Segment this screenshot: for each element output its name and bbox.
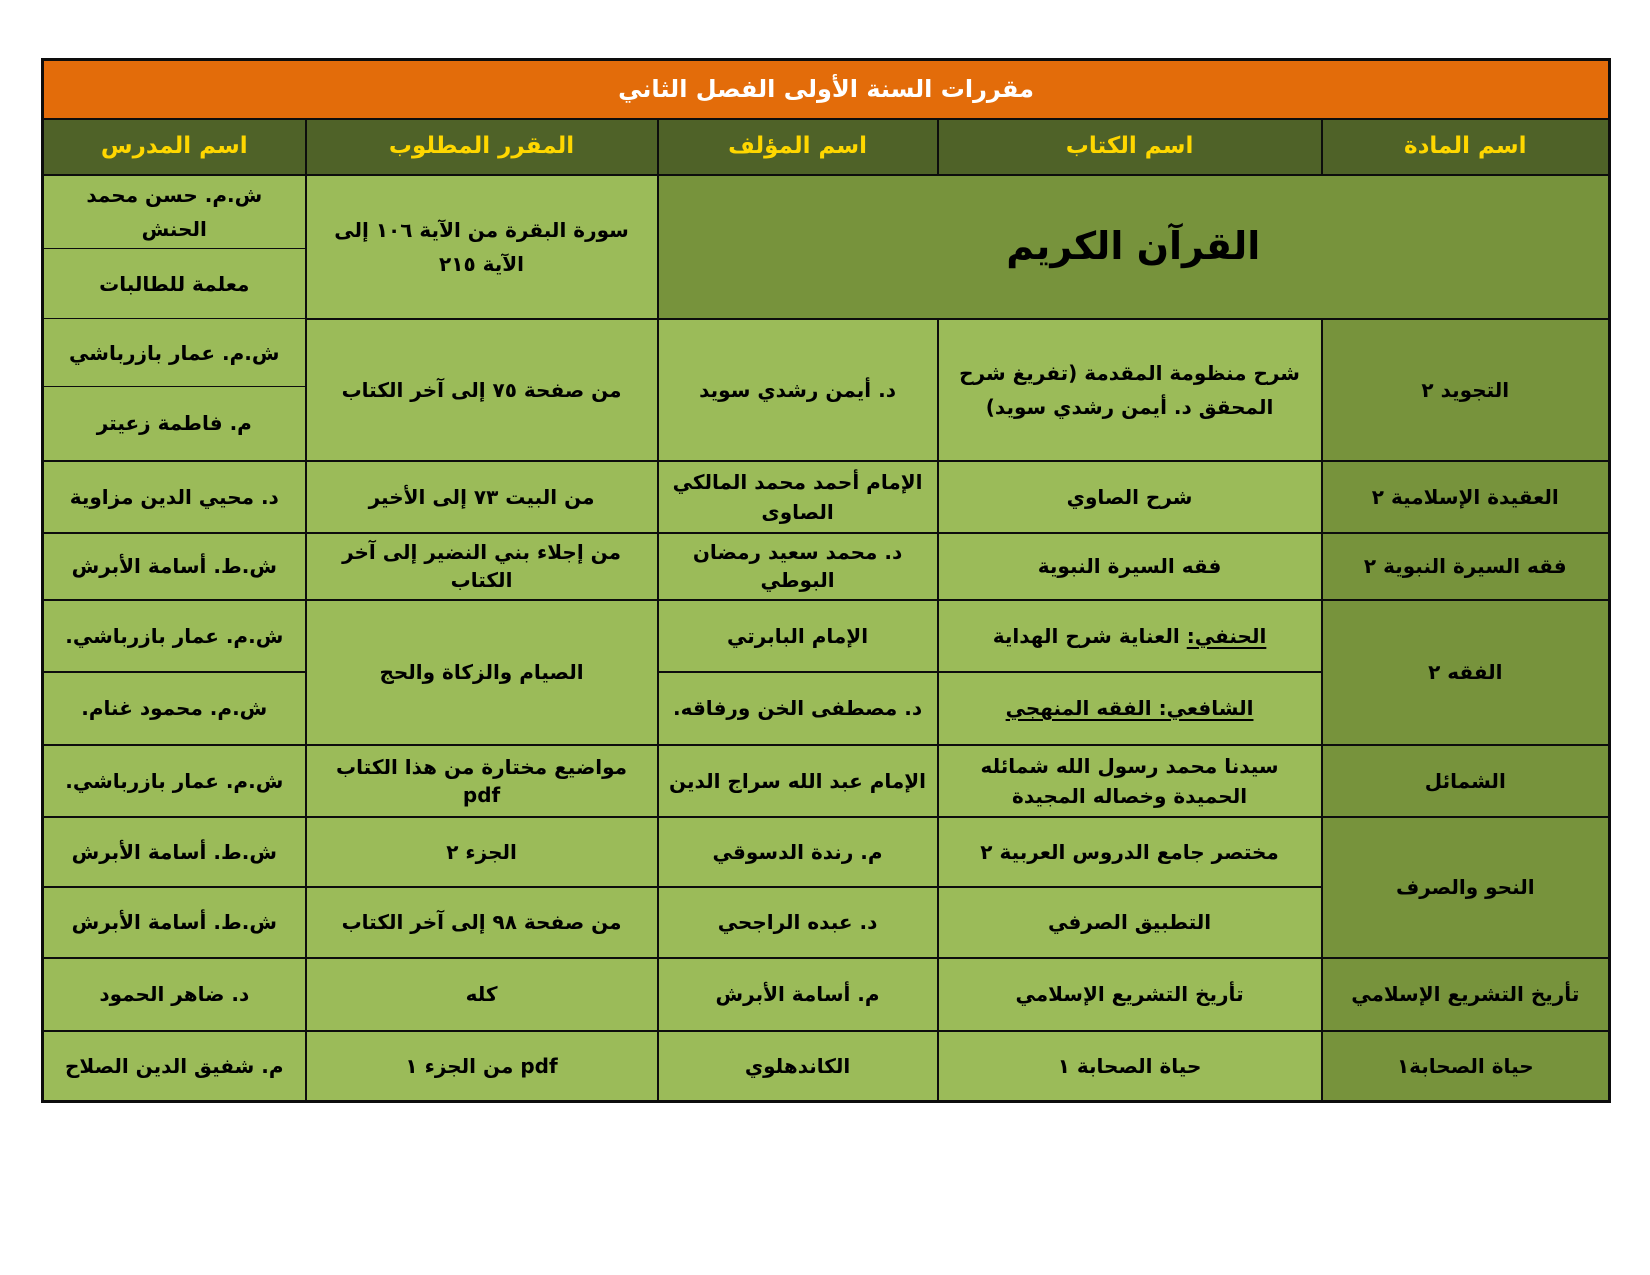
author-cell-aqeedah: الإمام أحمد محمد المالكي الصاوى [658,461,938,533]
author-cell-seerah: د. محمد سعيد رمضان البوطي [658,533,938,600]
teacher-cell-nahw-1: ش.ط. أسامة الأبرش [43,817,306,887]
book-cell-seerah: فقه السيرة النبوية [938,533,1322,600]
book-cell-fiqh-shafii [938,672,1322,745]
book-cell-shamail: سيدنا محمد رسول الله شمائله الحميدة وخصاله المجيدة [938,745,1322,817]
curriculum-cell-aqeedah: من البيت ٧٣ إلى الأخير [306,461,658,533]
row-seerah [43,533,1610,600]
header-row [43,119,1610,175]
subject-cell-seerah: فقه السيرة النبوية ٢ [1322,533,1610,600]
author-cell-nahw-2: د. عبده الراجحي [658,887,938,958]
row-nahw-a [43,817,1610,887]
col-header-book: اسم الكتاب [938,119,1322,175]
book-cell-tajweed: شرح منظومة المقدمة (تفريغ شرح المحقق د. أيمن رشدي سويد) [938,319,1322,461]
book-cell-sahaba: حياة الصحابة ١ [938,1031,1322,1102]
row-aqeedah [43,461,1610,533]
shafii-book-title: الشافعي: الفقه المنهجي [1005,696,1254,720]
author-cell-tashri: م. أسامة الأبرش [658,958,938,1031]
row-shamail [43,745,1610,817]
hanafi-label: الحنفي: [1186,623,1267,648]
author-cell-tajweed: د. أيمن رشدي سويد [658,319,938,461]
subject-cell-aqeedah: العقيدة الإسلامية ٢ [1322,461,1610,533]
curriculum-cell-seerah: من إجلاء بني النضير إلى آخر الكتاب [306,533,658,600]
row-sahaba [43,1031,1610,1102]
row-fiqh-a [43,600,1610,672]
subject-cell-shamail: الشمائل [1322,745,1610,817]
author-cell-shamail: الإمام عبد الله سراج الدين [658,745,938,817]
curriculum-cell-nahw-2: من صفحة ٩٨ إلى آخر الكتاب [306,887,658,958]
author-cell-fiqh-hanafi: الإمام البابرتي [658,600,938,672]
book-cell-nahw-2: التطبيق الصرفي [938,887,1322,958]
row-tajweed-a [43,319,1610,387]
course-schedule-table [41,58,1611,1103]
curriculum-cell-shamail: مواضيع مختارة من هذا الكتاب pdf [306,745,658,817]
row-tashri [43,958,1610,1031]
page-title: مقررات السنة الأولى الفصل الثاني [43,60,1610,119]
teacher-cell-tajweed-1: ش.م. عمار بازرباشي [43,319,306,387]
teacher-cell-tashri: د. ضاهر الحمود [43,958,306,1031]
curriculum-cell-sahaba: pdf من الجزء ١ [306,1031,658,1102]
teacher-cell-seerah: ش.ط. أسامة الأبرش [43,533,306,600]
col-header-curriculum: المقرر المطلوب [306,119,658,175]
subject-cell-fiqh: الفقه ٢ [1322,600,1610,745]
curriculum-cell-tajweed: من صفحة ٧٥ إلى آخر الكتاب [306,319,658,461]
teacher-cell-fiqh-1: ش.م. عمار بازرباشي. [43,600,306,672]
title-row [43,60,1610,119]
curriculum-cell-nahw-1: الجزء ٢ [306,817,658,887]
subject-cell-tashri: تأريخ التشريع الإسلامي [1322,958,1610,1031]
teacher-cell-nahw-2: ش.ط. أسامة الأبرش [43,887,306,958]
teacher-cell-tajweed-2: م. فاطمة زعيتر [43,387,306,461]
teacher-cell-fiqh-2: ش.م. محمود غنام. [43,672,306,745]
teacher-cell-quran-2: معلمة للطالبات [43,249,306,319]
curriculum-cell-tashri: كله [306,958,658,1031]
teacher-cell-quran-1: ش.م. حسن محمد الحنش [43,175,306,249]
book-cell-tashri: تأريخ التشريع الإسلامي [938,958,1322,1031]
col-header-teacher: اسم المدرس [43,119,306,175]
subject-cell-sahaba: حياة الصحابة١ [1322,1031,1610,1102]
teacher-cell-sahaba: م. شفيق الدين الصلاح [43,1031,306,1102]
curriculum-cell-fiqh: الصيام والزكاة والحج [306,600,658,745]
row-quran-a [43,175,1610,249]
curriculum-cell-quran: سورة البقرة من الآية ١٠٦ إلى الآية ٢١٥ [306,175,658,319]
book-cell-nahw-1: مختصر جامع الدروس العربية ٢ [938,817,1322,887]
book-cell-aqeedah: شرح الصاوي [938,461,1322,533]
teacher-cell-shamail: ش.م. عمار بازرباشي. [43,745,306,817]
author-cell-nahw-1: م. رندة الدسوقي [658,817,938,887]
author-cell-sahaba: الكاندهلوي [658,1031,938,1102]
book-cell-fiqh-hanafi [938,600,1322,672]
author-cell-fiqh-shafii: د. مصطفى الخن ورفاقه. [658,672,938,745]
subject-cell-nahw: النحو والصرف [1322,817,1610,958]
hanafi-book-title: العناية شرح الهداية [992,623,1187,648]
subject-cell-quran: القرآن الكريم [658,175,1610,319]
col-header-author: اسم المؤلف [658,119,938,175]
subject-cell-tajweed: التجويد ٢ [1322,319,1610,461]
col-header-subject: اسم المادة [1322,119,1610,175]
teacher-cell-aqeedah: د. محيي الدين مزاوية [43,461,306,533]
